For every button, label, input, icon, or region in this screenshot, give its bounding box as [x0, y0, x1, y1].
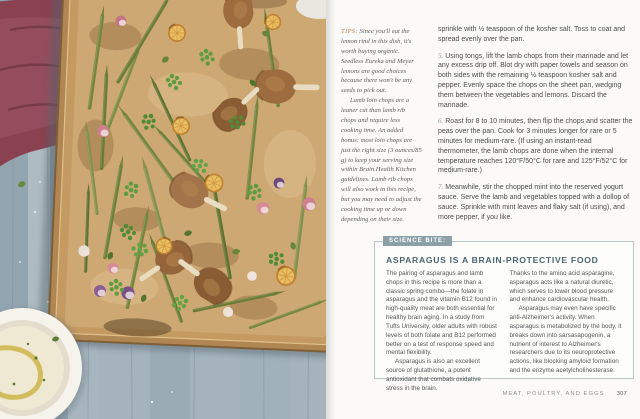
science-bite-body	[375, 270, 633, 393]
step-text: Meanwhile, stir the chopped mint into the reserved yogurt sauce. Serve the lamb and vegetables topped with a dollop of sauce. Sprinkle with mint leaves and flaky salt (if using), and more pepper, if you like.	[438, 184, 630, 221]
tips-paragraph	[341, 27, 422, 96]
page-number: 307	[616, 391, 627, 397]
step-text: Roast for 8 to 10 minutes, then flip the chops and scatter the peas over the pan. Cook for 3 minutes longer for rare or 5 minutes for medium-rare. (If using an instant-read thermometer, the lamb chops are done when the internal temperature reaches 120°F/50°C for rare and 125°F/52°C for medium-rare.)	[438, 118, 633, 175]
science-bite-text: The pairing of asparagus and lamb chops in this recipe is more than a classic spring combo—the folate in asparagus and the vitamin B12 found in high-quality meat are both essential for healthy brain aging. In a study from Tufts University, older adults with robust levels of both folate and B12 performed better on a test of response speed and mental flexibility.	[386, 270, 497, 357]
science-bite-col-2	[510, 270, 623, 393]
step-number: 6.	[438, 117, 444, 126]
step-text: Using tongs, lift the lamb chops from their marinade and let any excess drip off. Blot dry with paper towels and season on both sides with the remaining ½ teaspoon kosher salt and pepper. Evenly space the chops on the sheet pan, wedging them between the vegetables and lemons. Discard the marinade.	[438, 52, 629, 109]
recipe-step-6	[438, 117, 634, 176]
science-bite-text: Asparagus is also an excellent source of glutathione, a potent antioxidant that combats oxidative stress in the brain.	[386, 358, 481, 392]
science-bite-text: Asparagus may even have specific anti-Alzheimer's activity. When asparagus is metabolized by the body, it breaks down into sarsasapogenin, a nutrient of interest to Alzheimer's researchers due to its neuroprotective actions, like blocking amyloid formation and the enzyme acetylcholinesterase.	[509, 305, 622, 374]
tips-label: TIPS:	[341, 28, 358, 35]
tips-note	[341, 27, 422, 225]
tips-text-2: Lamb loin chops are a leaner cut than lamb rib chops and require less cooking time. An added bonus: most loin chops are just the right size (3 ounces/85 g) to keep your serving size within Brain Health Kitchen guidelines. Lamb rib chops will also work in this recipe, but you may need to adjust the cooking time up or down depending on their size.	[341, 97, 422, 223]
step-continuation: sprinkle with ½ teaspoon of the kosher salt. Toss to coat and spread evenly over the pan.	[438, 26, 626, 43]
science-bite-col-1	[386, 270, 499, 393]
science-bite-box	[374, 238, 634, 392]
science-bite-title: ASPARAGUS IS A BRAIN-PROTECTIVE FOOD	[386, 255, 599, 265]
step-number: 7.	[438, 183, 444, 192]
step-number: 5.	[438, 51, 444, 60]
recipe-step-5	[438, 52, 634, 111]
science-bite-text: Thanks to the amino acid asparagine, asparagus acts like a natural diuretic, which serves to lower blood pressure and enhance cardiovascular health.	[509, 270, 615, 304]
chapter-title: MEAT, POULTRY, AND EGGS	[502, 391, 605, 397]
page-footer	[502, 391, 627, 397]
recipe-text-page	[326, 0, 640, 419]
recipe-step-7	[438, 183, 634, 222]
tips-text-1: Since you'll eat the lemon rind in this dish, it's worth buying organic. Seedless Eureka and Meyer lemons are good choices because there won't be any seeds to pick out.	[341, 28, 414, 95]
recipe-steps	[438, 25, 634, 229]
science-bite-label: SCIENCE BITE:	[383, 236, 452, 246]
